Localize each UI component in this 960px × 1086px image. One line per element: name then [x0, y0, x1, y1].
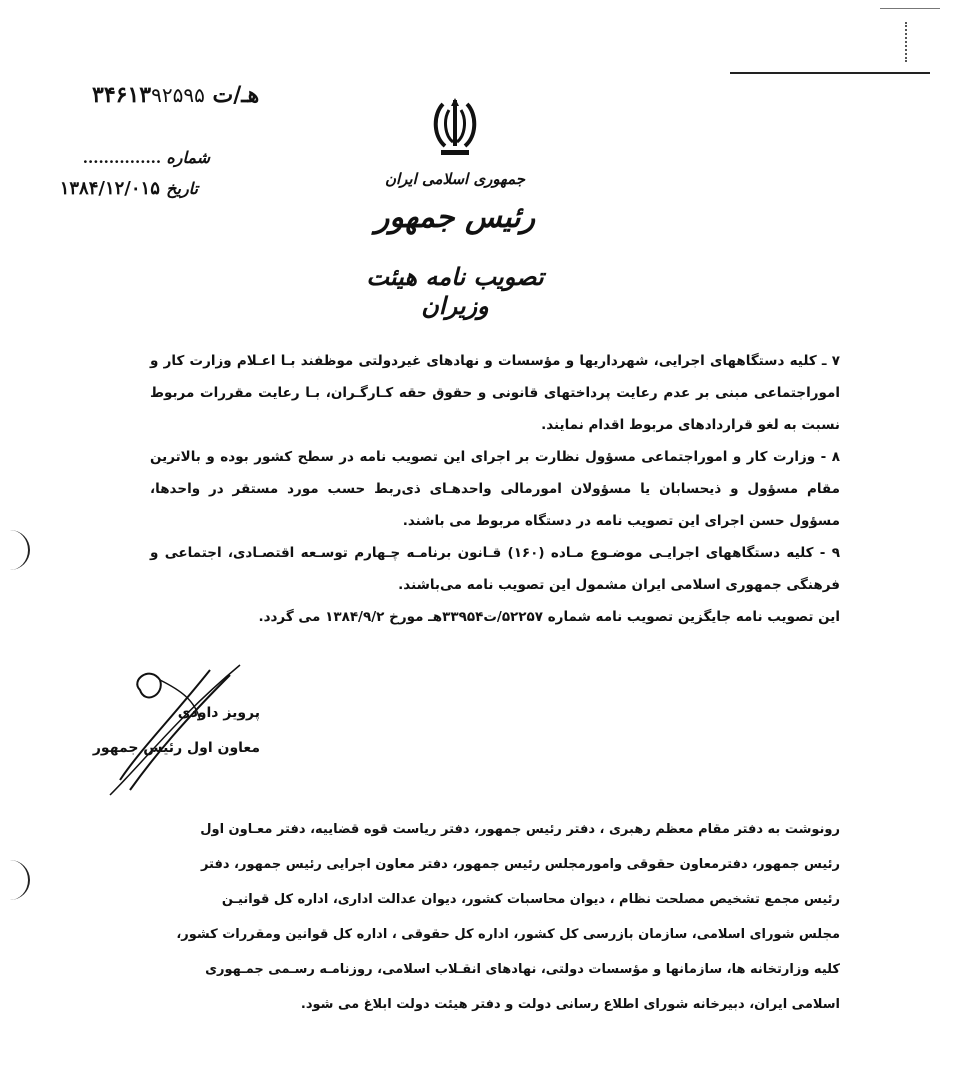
- paragraph-7: ۷ ـ کلیه دستگاههای اجرایی، شهرداریها و مؤسسات و نهادهای غیردولتی موظفند بـا اعـلام وزارت کار و اموراجتماعی مبنی بر عدم رعایت پرداختهای قانونی و حقوق حقه کـارگـران، بـا رعایت مقررات مربوط نسبت به لغو قراردادهای مربوط اقدام نمایند.: [150, 353, 840, 433]
- reference-shomare: [60, 148, 210, 167]
- date-label: تاریخ: [166, 179, 198, 198]
- reference-number-suffix: /ت: [212, 82, 242, 108]
- paragraph-replacement: این تصویب نامه جایگزین تصویب نامه شماره ۵۲۲۵۷/ت۳۳۹۵۴هـ مورخ ۱۳۸۴/۹/۲ می گردد.: [258, 609, 840, 625]
- scan-artifact-dots: [905, 22, 910, 62]
- letterhead-president: رئیس جمهور: [374, 200, 536, 235]
- cc-line: اسلامی ایران، دبیرخانه شورای اطلاع رسانی دولت و دفتر هیئت دولت ابلاغ می شود.: [300, 997, 840, 1012]
- handwritten-number: ۹۲۵۹۵: [151, 83, 205, 107]
- iran-emblem-icon: [429, 96, 481, 158]
- signatory-title: معاون اول رئیس جمهور: [92, 740, 260, 756]
- date-value: ۱۳۸۴/۱۲/۰۱۵: [59, 178, 160, 199]
- shomare-label: شماره: [166, 148, 210, 167]
- letterhead-decree-title: تصویب نامه هیئت وزیران: [366, 262, 544, 320]
- shomare-value: ...............: [82, 149, 162, 167]
- cc-line: رونوشت به دفتر مقام معظم رهبری ، دفتر رئیس جمهور، دفتر ریاست قوه قضاییه، دفتر معـاون اول: [200, 822, 840, 837]
- paragraph-9: ۹ - کلیه دستگاههای اجرایـی موضـوع مـاده (۱۶۰) قـانون برنامـه چـهارم توسـعه اقتصـادی، اجتماعی و فرهنگی جمهوری اسلامی ایران مشمول این تصویب نامه می‌باشند.: [150, 545, 840, 593]
- cc-line: مجلس شورای اسلامی، سازمان بازرسی کل کشور، اداره کل حقوقی ، اداره کل قوانین ومقررات کشور،: [176, 927, 840, 942]
- scan-artifact-rule: [730, 72, 930, 74]
- paragraph-8: ۸ - وزارت کار و اموراجتماعی مسؤول نظارت بر اجرای این تصویب نامه در سطح کشور بوده و بالاترین مقام مسؤول و ذیحسابان یا مسؤولان امورمالی واحدهـای ذی‌ربط حسب مورد مستقر در واحدها، مسؤول حسن اجرای این تصویب نامه در دستگاه مربوط می باشند.: [150, 449, 840, 529]
- cc-line: رئیس جمهور، دفترمعاون حقوقی وامورمجلس رئیس جمهور، دفتر معاون اجرایی رئیس جمهور، دفتر: [200, 857, 840, 872]
- reference-number: [92, 82, 332, 108]
- reference-date: [48, 178, 198, 199]
- scan-edge-mark: [0, 860, 30, 900]
- cc-line: کلیه وزارتخانه ها، سازمانها و مؤسسات دولتی، نهادهای انقـلاب اسلامی، روزنامـه رسـمی جمـهوری: [205, 962, 840, 977]
- cc-line: رئیس مجمع تشخیص مصلحت نظام ، دیوان محاسبات کشور، دیوان عدالت اداری، اداره کل قوانیـن: [221, 892, 840, 907]
- letterhead-republic: جمهوری اسلامی ایران: [384, 170, 526, 188]
- decree-body: [150, 345, 840, 633]
- scan-edge-mark: [0, 530, 30, 570]
- cc-distribution: [160, 812, 840, 1022]
- signatory-name: پرویز داودی: [177, 705, 260, 721]
- signature-scribble-icon: [100, 660, 250, 800]
- reference-number-value: ۳۴۶۱۳هـ: [92, 82, 260, 108]
- scan-artifact-line: [880, 8, 940, 9]
